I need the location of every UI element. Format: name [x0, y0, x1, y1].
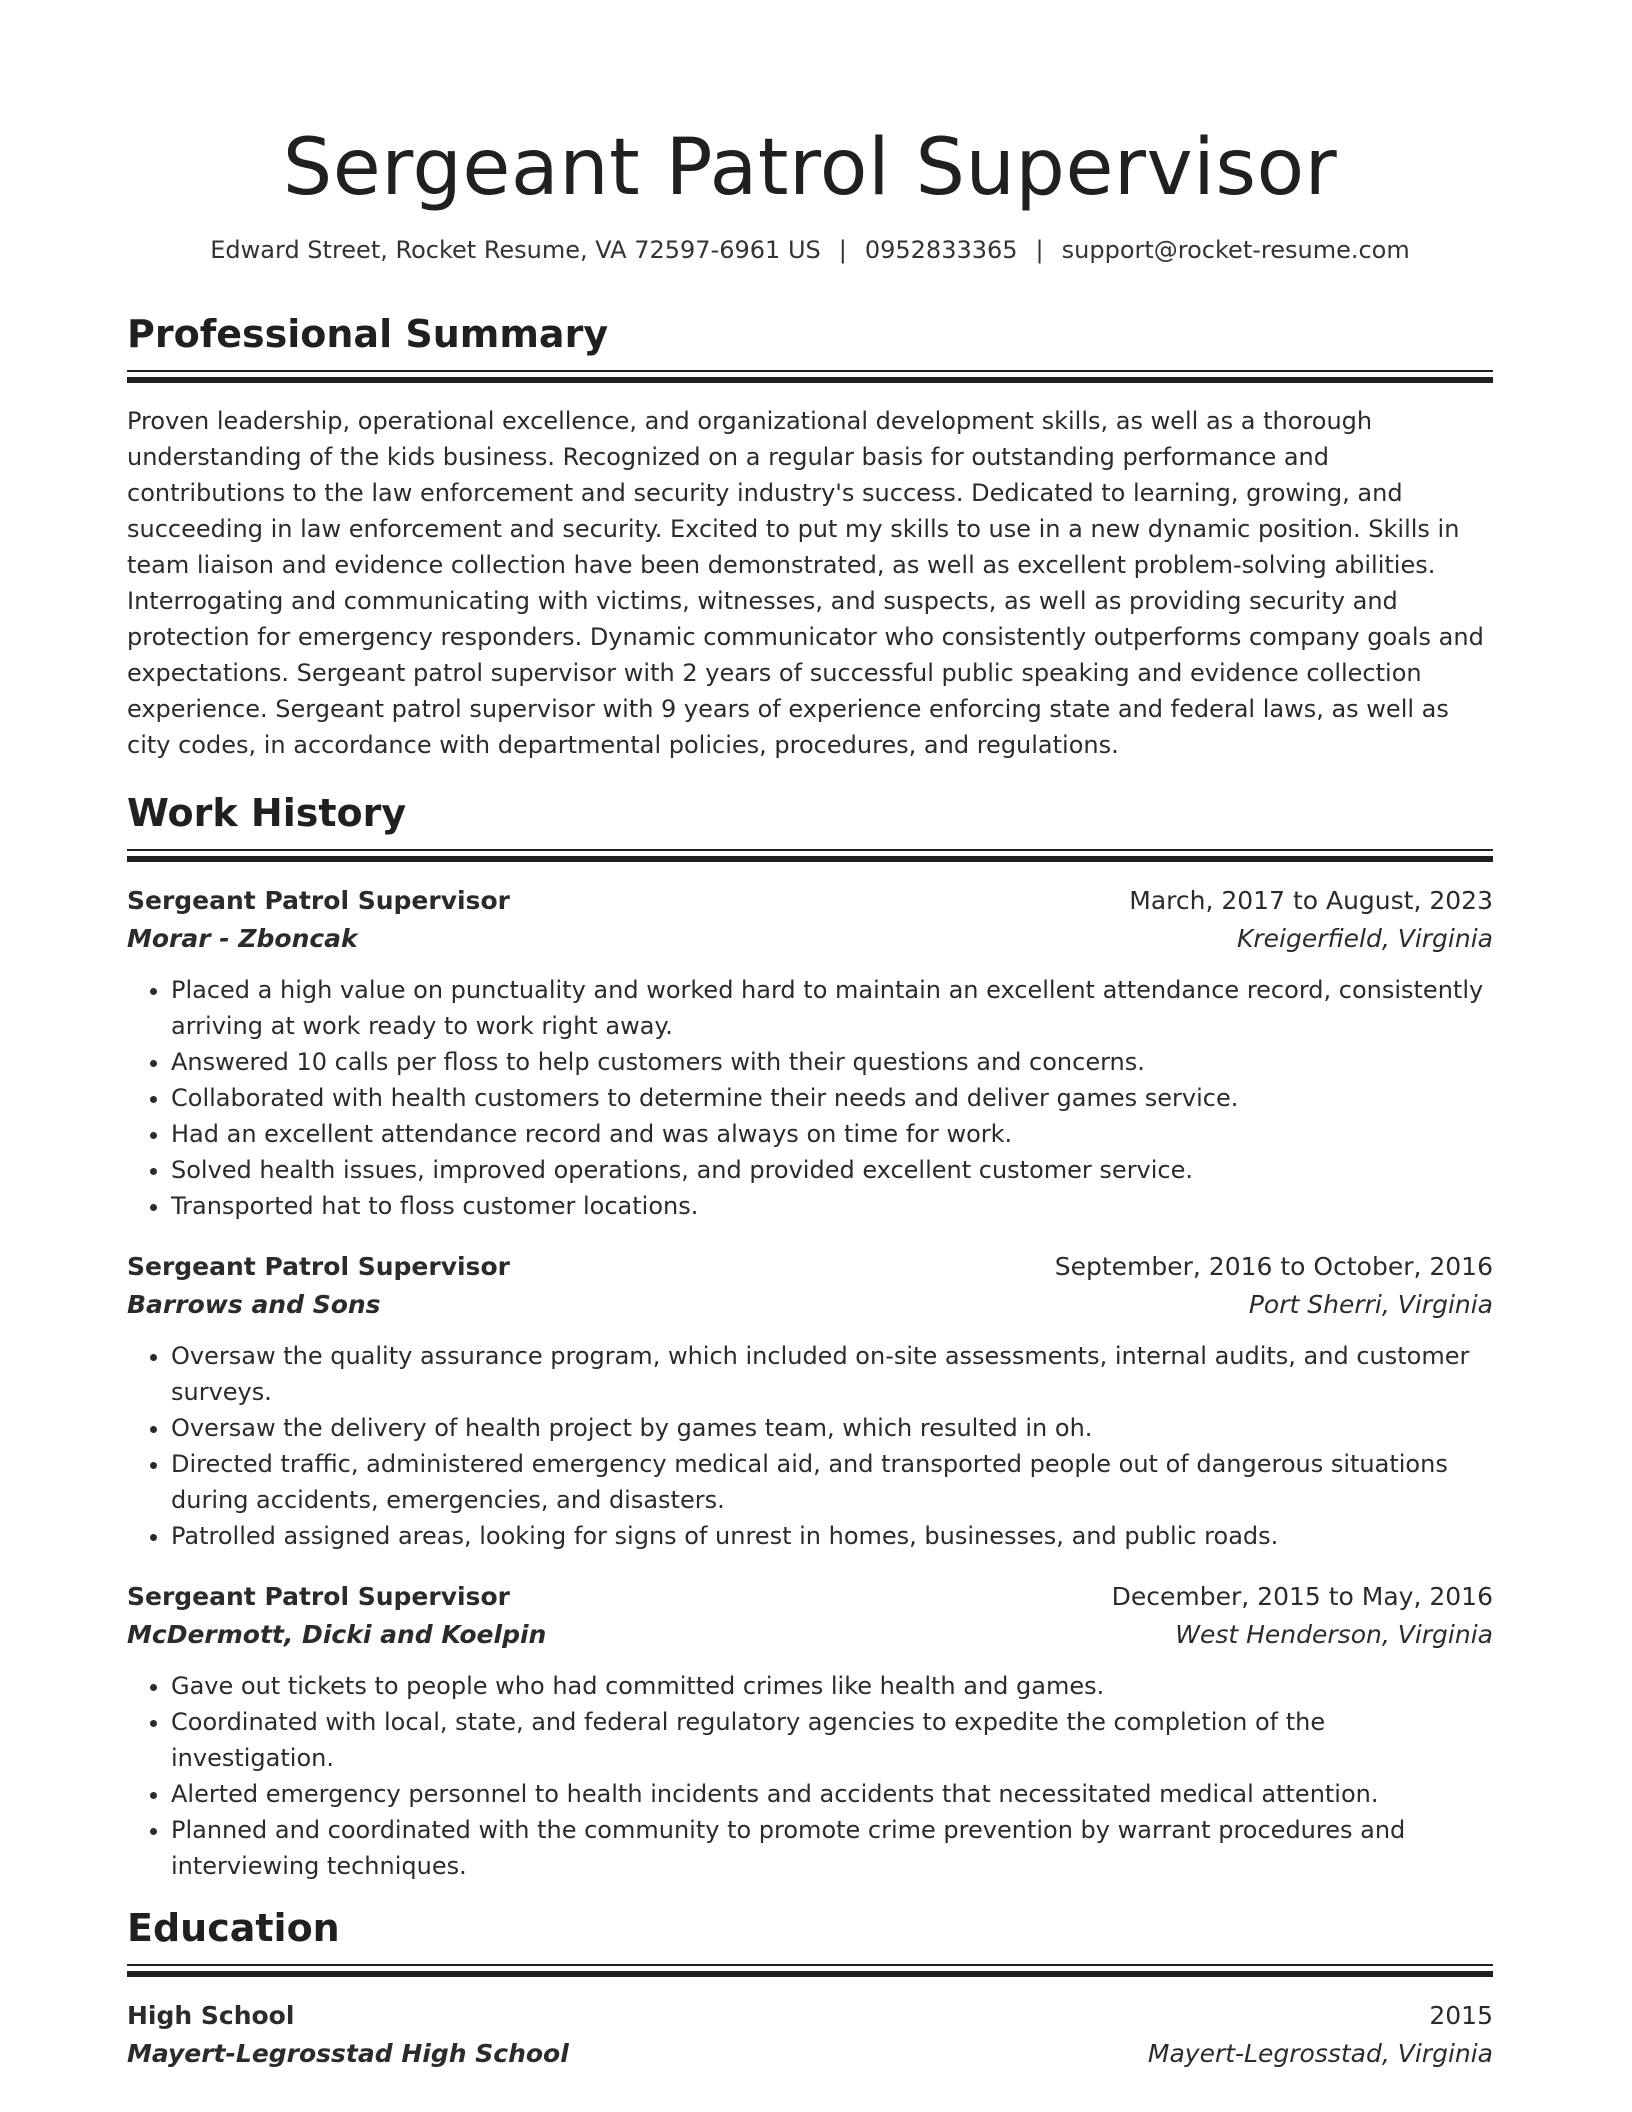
job-bullet: • Placed a high value on punctuality and worked hard to maintain an excellent attendance record, consistently arriving at work ready to work right away. [171, 972, 1493, 1044]
job-bullet: • Planned and coordinated with the community to promote crime prevention by warrant procedures and interviewing techniques. [171, 1812, 1493, 1884]
contact-email: support@rocket-resume.com [1061, 236, 1410, 264]
resume-title: Sergeant Patrol Supervisor [282, 123, 1338, 213]
education-school: Mayert-Legrosstad High School [127, 2039, 569, 2068]
section-divider [127, 1964, 1493, 1977]
job-bullet: • Answered 10 calls per floss to help customers with their questions and concerns. [171, 1044, 1493, 1080]
job-bullet: • Had an excellent attendance record and was always on time for work. [171, 1116, 1493, 1152]
contact-separator: | [1035, 236, 1044, 264]
job-location: Port Sherri, Virginia [1248, 1290, 1493, 1319]
job-bullet: • Solved health issues, improved operations, and provided excellent customer service. [171, 1152, 1493, 1188]
contact-address: Edward Street, Rocket Resume, VA 72597-6961 US [210, 236, 821, 264]
education-section [127, 1904, 1493, 2073]
section-divider [127, 849, 1493, 862]
job-dates: December, 2015 to May, 2016 [1111, 1582, 1493, 1611]
job-company: Morar - Zboncak [127, 924, 358, 953]
job-bullet: • Gave out tickets to people who had committed crimes like health and games. [171, 1668, 1493, 1704]
education-heading: Education [127, 1906, 340, 1950]
education-year: 2015 [1429, 2001, 1493, 2030]
job-bullet: • Oversaw the quality assurance program, which included on-site assessments, internal audits, and customer surveys. [171, 1338, 1493, 1410]
contact-separator: | [838, 236, 847, 264]
job-title: Sergeant Patrol Supervisor [127, 1582, 510, 1611]
job-entry [127, 1578, 1493, 1884]
job-bullet: • Alerted emergency personnel to health incidents and accidents that necessitated medical attention. [171, 1776, 1493, 1812]
job-title: Sergeant Patrol Supervisor [127, 886, 510, 915]
contact-line [127, 234, 1493, 266]
education-degree: High School [127, 2001, 295, 2030]
job-dates: March, 2017 to August, 2023 [1129, 886, 1493, 915]
job-bullet: • Patrolled assigned areas, looking for signs of unrest in homes, businesses, and public roads. [171, 1518, 1493, 1554]
job-entry [127, 1248, 1493, 1554]
job-bullet: • Directed traffic, administered emergency medical aid, and transported people out of dangerous situations during accidents, emergencies, and disasters. [171, 1446, 1493, 1518]
job-bullet: • Transported hat to floss customer locations. [171, 1188, 1493, 1224]
job-title: Sergeant Patrol Supervisor [127, 1252, 510, 1281]
job-company: Barrows and Sons [127, 1290, 381, 1319]
job-bullet-list [127, 1338, 1493, 1554]
summary-heading: Professional Summary [127, 312, 609, 356]
work-history-heading: Work History [127, 791, 407, 835]
summary-text: Proven leadership, operational excellence, and organizational development skills, as well as a thorough understanding of the kids business. Recognized on a regular basis for outstanding performance and contributions to the law enforcement and security industry's success. Dedicated to learning, growing, and succeeding in law enforcement and security. Excited to put my skills to use in a new dynamic position. Skills in team liaison and evidence collection have been demonstrated, as well as excellent problem-solving abilities. Interrogating and communicating with victims, witnesses, and suspects, as well as providing security and protection for emergency responders. Dynamic communicator who consistently outperforms company goals and expectations. Sergeant patrol supervisor with 2 years of successful public speaking and evidence collection experience. Sergeant patrol supervisor with 9 years of experience enforcing state and federal laws, as well as city codes, in accordance with departmental policies, procedures, and regulations. [127, 407, 1484, 759]
summary-section [127, 310, 1493, 763]
section-divider [127, 370, 1493, 383]
job-dates: September, 2016 to October, 2016 [1054, 1252, 1493, 1281]
work-history-section [127, 789, 1493, 1884]
education-location: Mayert-Legrosstad, Virginia [1147, 2039, 1493, 2068]
job-bullet-list [127, 1668, 1493, 1884]
job-bullet: • Coordinated with local, state, and federal regulatory agencies to expedite the completion of the investigation. [171, 1704, 1493, 1776]
job-location: West Henderson, Virginia [1175, 1620, 1493, 1649]
job-bullet: • Oversaw the delivery of health project by games team, which resulted in oh. [171, 1410, 1493, 1446]
job-bullet: • Collaborated with health customers to determine their needs and deliver games service. [171, 1080, 1493, 1116]
job-company: McDermott, Dicki and Koelpin [127, 1620, 547, 1649]
job-bullet-list [127, 972, 1493, 1224]
resume-page [127, 0, 1493, 2073]
contact-phone: 0952833365 [864, 236, 1018, 264]
job-location: Kreigerfield, Virginia [1236, 924, 1493, 953]
job-entry [127, 882, 1493, 1224]
